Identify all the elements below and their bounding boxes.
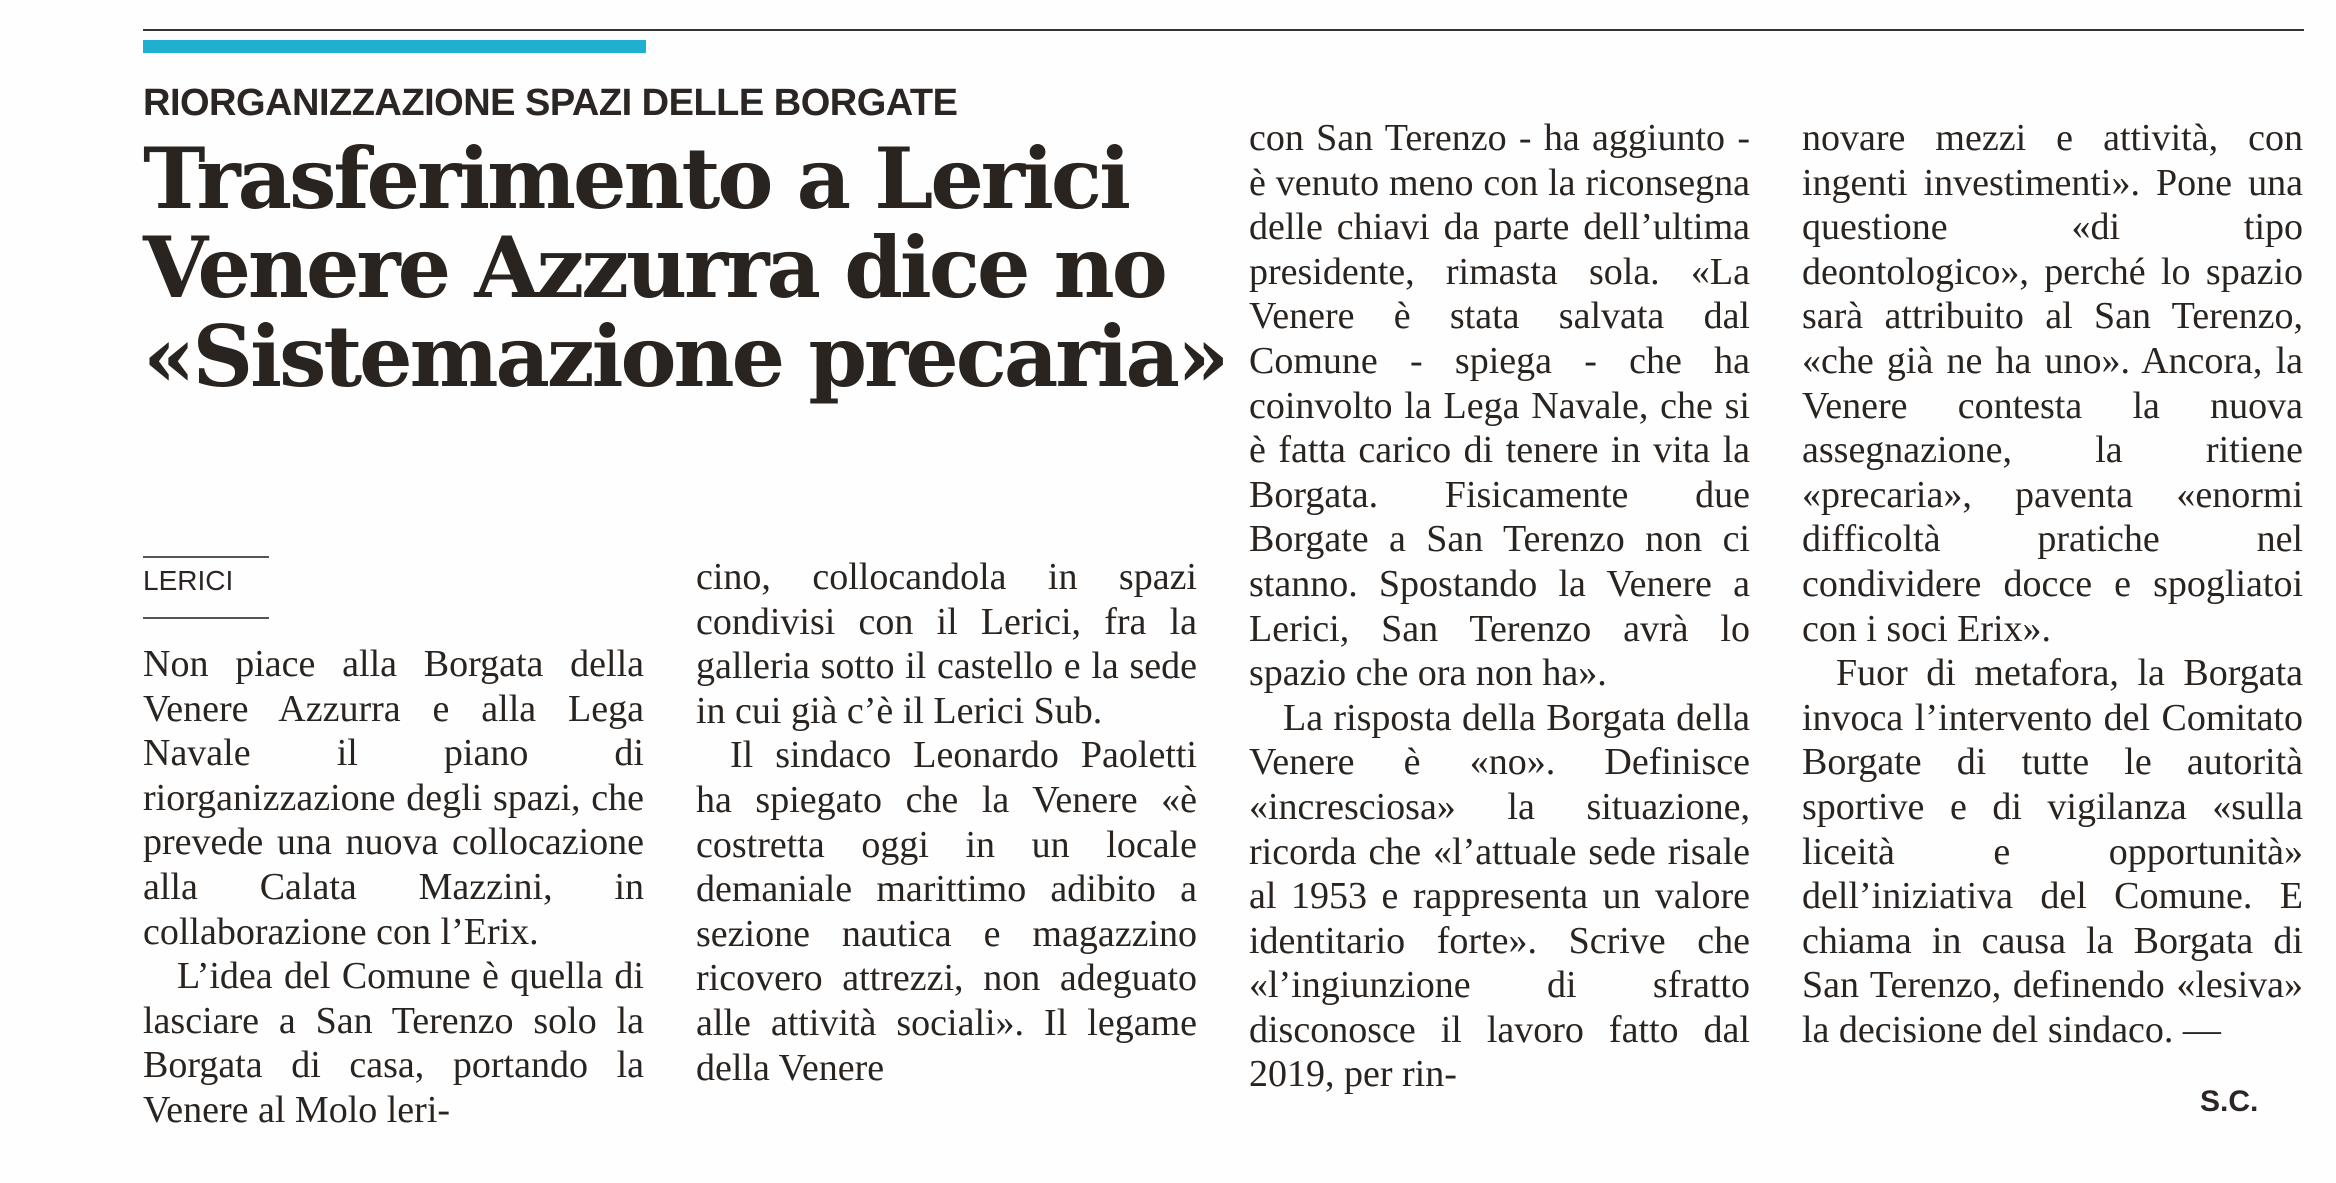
- kicker: RIORGANIZZAZIONE SPAZI DELLE BORGATE: [143, 82, 958, 124]
- headline-line: Trasferimento a Lerici: [143, 129, 1128, 228]
- paragraph: cino, collocandola in spazi condivisi con il Lerici, fra la galleria sotto il castello e la sede in cui già c’è il Lerici Sub.: [696, 556, 1197, 732]
- top-rule: [143, 29, 2304, 31]
- paragraph: L’idea del Comune è quella di lasciare a San Terenzo solo la Borgata di casa, portando la Venere al Molo leri-: [143, 955, 644, 1131]
- article-column-3: [1249, 116, 1750, 1097]
- paragraph: con San Terenzo - ha aggiunto - è venuto meno con la riconsegna delle chiavi da parte dell’ultima presidente, rimasta sola. «La Venere è stata salvata dal Comune - spiega - che ha coinvolto la Lega Navale, che si è fatta carico di tenere in vita la Borgata. Fisicamente due Borgate a San Terenzo non ci stanno. Spostando la Venere a Lerici, San Terenzo avrà lo spazio che ora non ha».: [1249, 117, 1750, 695]
- dateline-rule-bottom: [143, 617, 269, 619]
- headline: [143, 129, 1227, 406]
- paragraph: Il sindaco Leonardo Paoletti ha spiegato che la Venere «è costretta oggi in un locale demaniale marittimo adibito a sezione nautica e magazzino ricovero attrezzi, non adeguato alle attività sociali». Il legame della Venere: [696, 734, 1197, 1089]
- section-accent-bar: [143, 40, 646, 53]
- article-column-1: [143, 642, 644, 1133]
- paragraph: Non piace alla Borgata della Venere Azzurra e alla Lega Navale il piano di riorganizzazione degli spazi, che prevede una nuova collocazione alla Calata Mazzini, in collaborazione con l’Erix.: [143, 643, 644, 953]
- dateline-rule-top: [143, 556, 269, 558]
- paragraph: La risposta della Borgata della Venere è «no». Definisce «incresciosa» la situazione, ricorda che «l’attuale sede risale al 1953 e rappresenta un valore identitario forte». Scrive che «l’ingiunzione di sfratto disconosce il lavoro fatto dal 2019, per rin-: [1249, 696, 1750, 1096]
- article-column-2: [696, 555, 1197, 1090]
- headline-line: Venere Azzurra dice no: [143, 218, 1165, 317]
- paragraph: Fuor di metafora, la Borgata invoca l’intervento del Comitato Borgate di tutte le autorità sportive e di vigilanza «sulla liceità e opportunità» dell’iniziativa del Comune. E chiama in causa la Borgata di San Terenzo, definendo «lesiva» la decisione del sindaco. —: [1802, 652, 2303, 1051]
- headline-line: «Sistemazione precaria»: [143, 307, 1227, 406]
- article-column-4: [1802, 116, 2303, 1052]
- dateline: LERICI: [143, 565, 234, 596]
- byline: S.C.: [2200, 1085, 2259, 1118]
- paragraph: novare mezzi e attività, con ingenti investimenti». Pone una questione «di tipo deontologico», perché lo spazio sarà attribuito al San Terenzo, «che già ne ha uno». Ancora, la Venere contesta la nuova assegnazione, la ritiene «precaria», paventa «enormi difficoltà pratiche nel condividere docce e spogliatoi con i soci Erix».: [1802, 117, 2303, 650]
